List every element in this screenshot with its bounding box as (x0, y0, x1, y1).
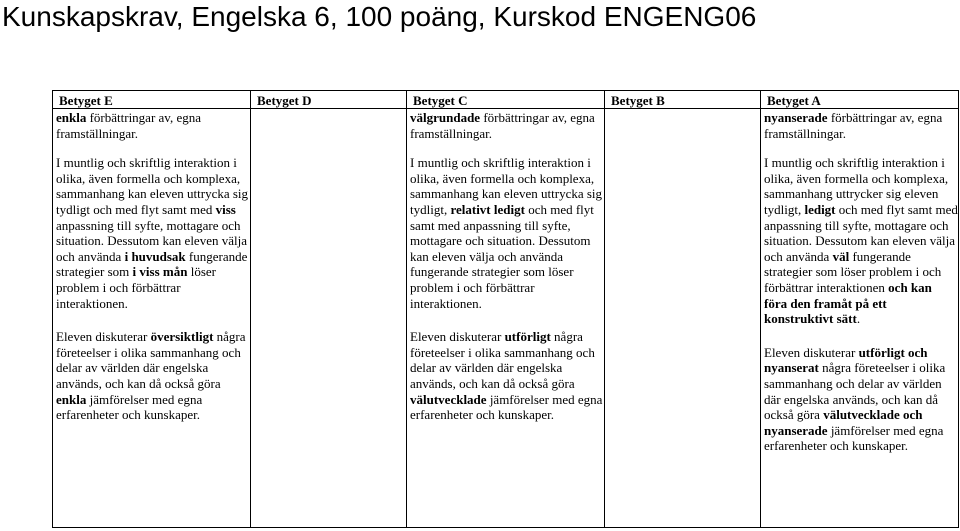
header-grade-c: Betyget C (407, 91, 605, 109)
grade-c-improvements-text: välgrundade förbättringar av, egna framställningar. (410, 110, 595, 141)
grade-a-interaction-text: I muntlig och skriftlig interaktion i olika, även formella och komplexa, sammanhang uttrycker sig eleven tydligt, ledigt och med flyt samt med anpassning till syfte, mottagare och situation. Dessutom kan eleven välja och använda väl fungerande strategier som löser problem i och förbättrar interaktionen och kan föra den framåt på ett konstruktivt sätt. (764, 155, 958, 327)
table-row (53, 109, 959, 528)
header-grade-b: Betyget B (605, 91, 761, 109)
header-grade-a: Betyget A (761, 91, 959, 109)
header-grade-d: Betyget D (251, 91, 407, 109)
grade-a-cell (761, 109, 959, 528)
grade-d-cell (251, 109, 407, 528)
grade-a-discussion-text: Eleven diskuterar utförligt och nyanserat några företeelser i olika sammanhang och delar av världen där engelska används, och kan då också göra välutvecklade och nyanserade jämförelser med egna erfarenheter och kunskaper. (764, 344, 946, 454)
grade-a-improvements-text: nyanserade förbättringar av, egna framställningar. (764, 110, 943, 141)
grade-c-interaction-text: I muntlig och skriftlig interaktion i olika, även formella och komplexa, sammanhang kan eleven uttrycka sig tydligt, relativt ledigt och med flyt samt med anpassning till syfte, mottagare och situation. Dessutom kan eleven välja och använda fungerande strategier som löser problem i och förbättrar interaktionen. (410, 155, 603, 311)
grade-e-cell (53, 109, 251, 528)
grade-e-improvements-text: enkla förbättringar av, egna framställningar. (56, 110, 202, 141)
grading-criteria-table (52, 90, 959, 528)
grade-b-cell (605, 109, 761, 528)
table-header-row (53, 91, 959, 109)
grade-e-discussion-text: Eleven diskuterar översiktligt några företeelser i olika sammanhang och delar av världen där engelska används, och kan då också göra enkla jämförelser med egna erfarenheter och kunskaper. (56, 329, 246, 423)
page-title: Kunskapskrav, Engelska 6, 100 poäng, Kurskod ENGENG06 (2, 1, 757, 32)
grade-e-interaction-text: I muntlig och skriftlig interaktion i olika, även formella och komplexa, sammanhang kan eleven uttrycka sig tydligt och med flyt samt med viss anpassning till syfte, mottagare och situation. Dessutom kan eleven välja och använda i huvudsak fungerande strategier som i viss mån löser problem i och förbättrar interaktionen. (56, 155, 249, 311)
grade-c-discussion-text: Eleven diskuterar utförligt några företeelser i olika sammanhang och delar av världen där engelska används, och kan då också göra välutvecklade jämförelser med egna erfarenheter och kunskaper. (410, 329, 603, 423)
header-grade-e: Betyget E (53, 91, 251, 109)
grade-c-cell (407, 109, 605, 528)
